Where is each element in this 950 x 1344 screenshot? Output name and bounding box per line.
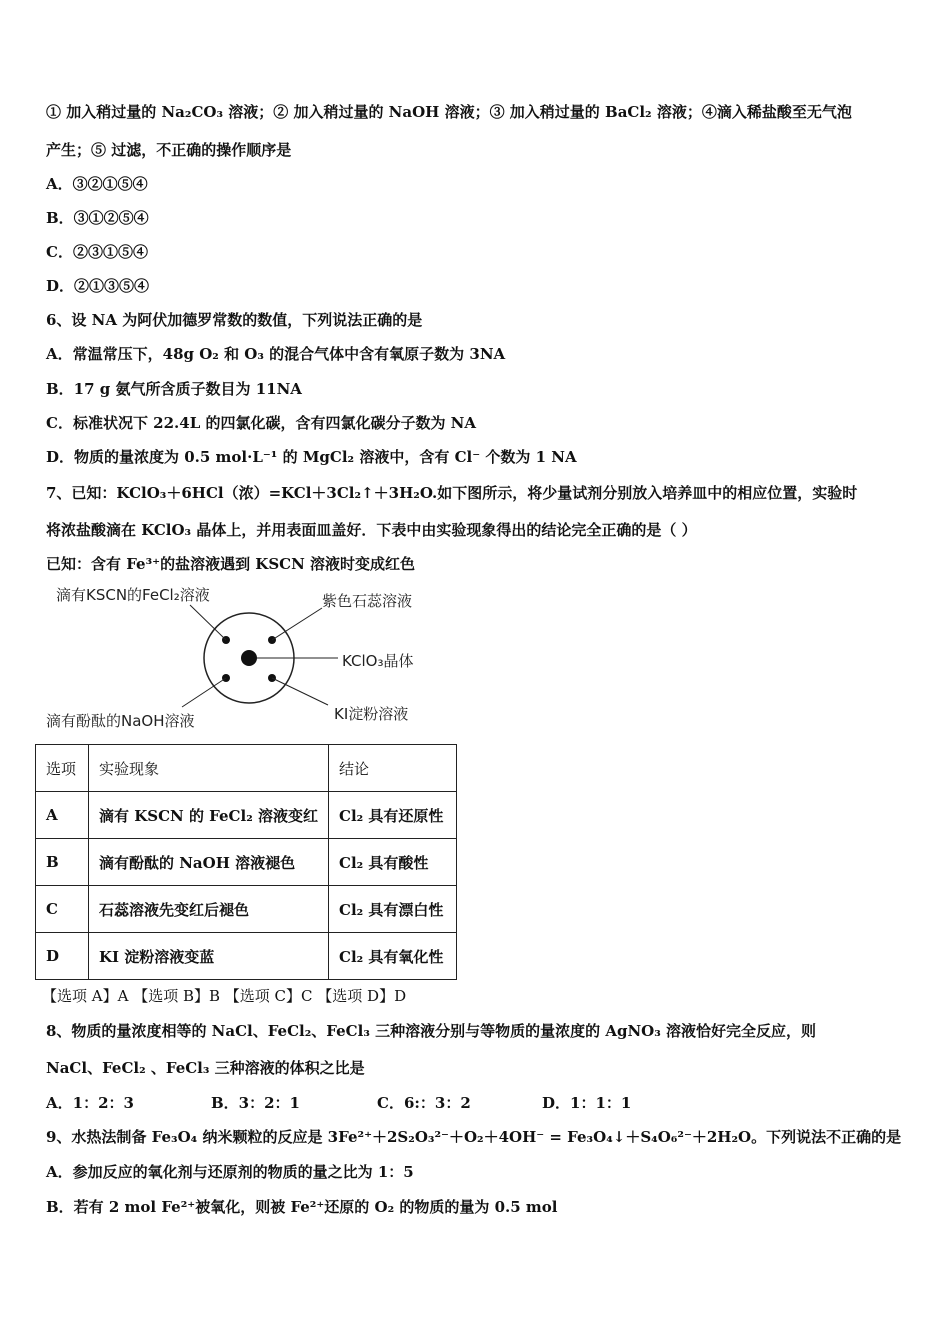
label-litmus: 紫色石蕊溶液 xyxy=(322,592,413,610)
table-row xyxy=(36,933,457,980)
row-phenomenon: 石蕊溶液先变红后褪色 xyxy=(89,886,329,933)
q5-stem-line2: 产生；⑤ 过滤，不正确的操作顺序是 xyxy=(46,141,292,159)
row-conclusion: Cl₂ 具有漂白性 xyxy=(329,886,457,933)
q7-stem-line1: 7、已知：KClO₃＋6HCl（浓）=KCl＋3Cl₂↑＋3H₂O.如下图所示，将少量试剂分别放入培养皿中的相应位置，实验时 xyxy=(46,484,858,502)
q8-option-a: A．1：2：3 xyxy=(46,1094,134,1112)
row-option: C xyxy=(36,886,89,933)
row-phenomenon: KI 淀粉溶液变蓝 xyxy=(89,933,329,980)
q9-option-a: A．参加反应的氧化剂与还原剂的物质的量之比为 1：5 xyxy=(46,1163,414,1181)
label-ki-starch: KI淀粉溶液 xyxy=(334,705,409,723)
table-row xyxy=(36,839,457,886)
q9-stem: 9、水热法制备 Fe₃O₄ 纳米颗粒的反应是 3Fe²⁺＋2S₂O₃²⁻＋O₂＋4OH⁻ = Fe₃O₄↓＋S₄O₆²⁻＋2H₂O。下列说法不正确的是 xyxy=(46,1128,902,1146)
q6-option-c: C．标准状况下 22.4L 的四氯化碳，含有四氯化碳分子数为 NA xyxy=(46,414,477,432)
q5-option-a: A．③②①⑤④ xyxy=(46,175,148,193)
row-option: D xyxy=(36,933,89,980)
q7-stem-line2: 将浓盐酸滴在 KClO₃ 晶体上，并用表面皿盖好．下表中由实验现象得出的结论完全正确的是（ ） xyxy=(46,521,697,539)
row-option: B xyxy=(36,839,89,886)
table-row xyxy=(36,886,457,933)
q8-option-d: D．1：1：1 xyxy=(542,1094,632,1112)
table-row xyxy=(36,792,457,839)
row-phenomenon: 滴有酚酞的 NaOH 溶液褪色 xyxy=(89,839,329,886)
q9-option-b: B．若有 2 mol Fe²⁺被氧化，则被 Fe²⁺还原的 O₂ 的物质的量为 0.5 mol xyxy=(46,1198,558,1216)
label-kscn-fecl2: 滴有KSCN的FeCl₂溶液 xyxy=(56,586,210,604)
q8-stem-line2: NaCl、FeCl₂ 、FeCl₃ 三种溶液的体积之比是 xyxy=(46,1059,365,1077)
q5-option-d: D．②①③⑤④ xyxy=(46,277,150,295)
header-phenomenon: 实验现象 xyxy=(89,745,329,792)
q6-option-a: A．常温常压下，48g O₂ 和 O₃ 的混合气体中含有氧原子数为 3NA xyxy=(46,345,506,363)
table-header-row xyxy=(36,745,457,792)
q8-option-c: C．6:：3：2 xyxy=(377,1094,471,1112)
label-kclo3: KClO₃晶体 xyxy=(342,652,414,670)
q5-stem-line1: ① 加入稍过量的 Na₂CO₃ 溶液；② 加入稍过量的 NaOH 溶液；③ 加入稍过量的 BaCl₂ 溶液；④滴入稀盐酸至无气泡 xyxy=(46,103,852,121)
row-phenomenon: 滴有 KSCN 的 FeCl₂ 溶液变红 xyxy=(89,792,329,839)
header-option: 选项 xyxy=(36,745,89,792)
leader-br xyxy=(272,678,328,705)
label-naoh-phenol: 滴有酚酞的NaOH溶液 xyxy=(46,712,195,730)
dot-kclo3-crystal xyxy=(241,650,257,666)
q8-stem-line1: 8、物质的量浓度相等的 NaCl、FeCl₂、FeCl₃ 三种溶液分别与等物质的量浓度的 AgNO₃ 溶液恰好完全反应，则 xyxy=(46,1022,817,1040)
row-conclusion: Cl₂ 具有氧化性 xyxy=(329,933,457,980)
q6-stem: 6、设 NA 为阿伏加德罗常数的数值，下列说法正确的是 xyxy=(46,311,423,329)
q7-result-table xyxy=(35,744,457,980)
q6-option-b: B．17 g 氨气所含质子数目为 11NA xyxy=(46,380,302,398)
q6-option-d: D．物质的量浓度为 0.5 mol·L⁻¹ 的 MgCl₂ 溶液中，含有 Cl⁻ 个数为 1 NA xyxy=(46,448,577,466)
q8-option-b: B．3：2：1 xyxy=(211,1094,300,1112)
q5-option-b: B．③①②⑤④ xyxy=(46,209,149,227)
q5-option-c: C．②③①⑤④ xyxy=(46,243,148,261)
q7-known: 已知：含有 Fe³⁺的盐溶液遇到 KSCN 溶液时变成红色 xyxy=(46,555,416,573)
q7-answer-options: 【选项 A】A 【选项 B】B 【选项 C】C 【选项 D】D xyxy=(42,987,407,1005)
row-conclusion: Cl₂ 具有酸性 xyxy=(329,839,457,886)
row-option: A xyxy=(36,792,89,839)
row-conclusion: Cl₂ 具有还原性 xyxy=(329,792,457,839)
header-conclusion: 结论 xyxy=(329,745,457,792)
